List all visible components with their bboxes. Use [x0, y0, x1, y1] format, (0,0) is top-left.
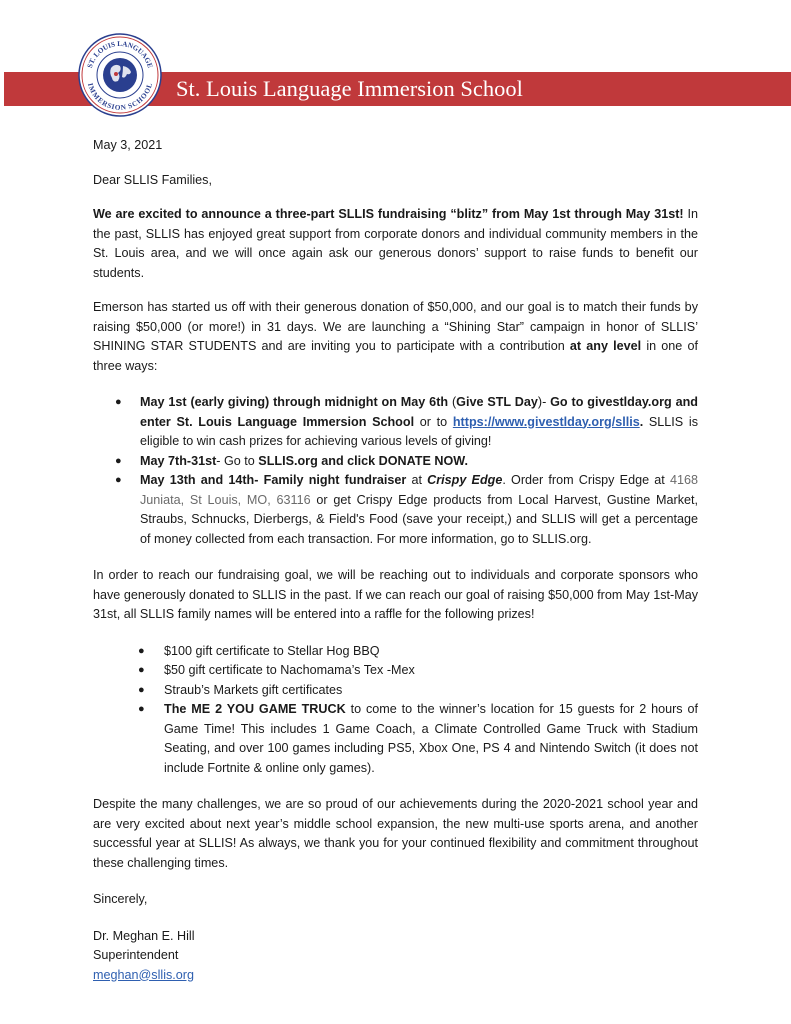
goal-text-end: in one of three ways:	[93, 339, 698, 373]
list-item	[138, 700, 698, 778]
list-item	[93, 471, 698, 549]
prize-3: Straub’s Markets gift certificates	[164, 682, 343, 697]
letter-greeting: Dear SLLIS Families,	[93, 172, 212, 187]
prize-2: $50 gift certificate to Nachomama’s Tex -Mex	[164, 663, 415, 677]
ways-list	[93, 393, 698, 549]
closing-paragraph: Despite the many challenges, we are so proud of our achievements during the 2020-2021 school year and are very excited about next year’s middle school expansion, the new multi-use sports arena, and another successful year at SLLIS! As always, we thank you for your continued flexibility and commitment throughout these challenging times.	[93, 797, 698, 870]
list-item	[138, 681, 698, 701]
way1-bold3: Go to givestlday.org and enter St. Louis Language Immersion School	[140, 395, 698, 429]
bullet-icon: ●	[115, 474, 122, 486]
way3-bold: May 13th and 14th- Family night fundraiser	[140, 473, 407, 487]
way1-paren: (	[448, 395, 457, 409]
raffle-paragraph: In order to reach our fundraising goal, we will be reaching out to individuals and corporate sponsors who have generously donated to SLLIS in the past. If we can reach our goal of raising $50,000 from May 1st-May 31st, all SLLIS family names will be entered into a raffle for the following prizes!	[93, 568, 698, 621]
goal-text: Emerson has started us off with their generous donation of $50,000, and our goal is to match their funds by raising $50,000 (or more!) in 31 days. We are launching a “Shining Star” campaign in honor of SLLIS’ SHINING STAR STUDENTS and are inviting you to participate with a contribution	[93, 300, 698, 353]
way1-or: or to	[414, 414, 453, 429]
way1-dot: .	[639, 414, 644, 429]
letter-date: May 3, 2021	[93, 138, 163, 152]
bullet-icon: ●	[115, 396, 122, 408]
signer-email-link[interactable]: meghan@sllis.org	[93, 967, 194, 982]
way3-order: . Order from Crispy Edge at	[502, 473, 670, 487]
school-seal-logo	[78, 33, 162, 117]
prize-4-bold: The ME 2 YOU GAME TRUCK	[164, 702, 346, 716]
way3-address: 4168 Juniata, St Louis, MO, 63116	[140, 473, 698, 507]
list-item	[138, 642, 698, 662]
goal-paragraph	[93, 298, 698, 376]
way1-bold: May 1st (early giving) through midnight on May 6th	[140, 395, 449, 409]
list-item	[93, 393, 698, 452]
way1-bold2: Give STL Day	[456, 395, 538, 409]
list-item	[138, 661, 698, 681]
prize-1: $100 gift certificate to Stellar Hog BBQ	[164, 643, 380, 658]
prize-4-rest: to come to the winner’s location for 15 guests for 2 hours of Game Time! This includes 1 Game Coach, a Climate Controlled Game Truck with Stadium Seating, and over 100 games including PS5, Xbox One, PS 4 and Nintendo Switch (it does not include Fortnite & online only games).	[164, 702, 698, 775]
way2-bold2: SLLIS.org and click DONATE NOW.	[258, 453, 468, 468]
intro-bold: We are excited to announce a three-part SLLIS fundraising “blitz” from May 1st through May 31st!	[93, 207, 684, 221]
list-item	[93, 452, 698, 472]
way1-paren-close: )-	[537, 395, 551, 409]
way3-rest: or get Crispy Edge products from Local Harvest, Gustine Market, Straubs, Schnucks, Dierbergs, & Field's Food (save your receipt,) and SLLIS will get a percentage of money collected from each transaction. For more information, go to SLLIS.org.	[140, 492, 699, 546]
prizes-list	[138, 642, 698, 779]
bullet-icon: ●	[138, 664, 145, 676]
closing-word: Sincerely,	[93, 892, 148, 906]
givestlday-link[interactable]: https://www.givestlday.org/sllis	[452, 414, 640, 429]
bullet-icon: ●	[138, 703, 145, 715]
bullet-icon: ●	[138, 644, 145, 657]
way2-mid: - Go to	[216, 453, 259, 468]
way1-rest: SLLIS is eligible to win cash prizes for achieving various levels of giving!	[140, 414, 698, 448]
way3-at: at	[406, 473, 428, 487]
signer-title: Superintendent	[93, 948, 179, 962]
letter-body	[93, 136, 698, 985]
way2-bold: May 7th-31st	[140, 453, 217, 468]
seal-bottom-text: IMMERSION SCHOOL	[85, 82, 155, 112]
intro-text: In the past, SLLIS has enjoyed great support from corporate donors and individual community members in the St. Louis area, and we will once again ask our generous donors’ support to raise funds to benefit our students.	[93, 207, 698, 280]
bullet-icon: ●	[115, 454, 122, 467]
goal-bold: at any level	[569, 339, 642, 353]
seal-top-text: ST. LOUIS LANGUAGE	[85, 39, 155, 70]
signer-name: Dr. Meghan E. Hill	[93, 928, 195, 943]
signature-block	[93, 890, 698, 985]
intro-paragraph	[93, 205, 698, 283]
school-name: St. Louis Language Immersion School	[176, 76, 523, 101]
way3-crispy-edge: Crispy Edge	[427, 473, 503, 487]
bullet-icon: ●	[138, 683, 145, 696]
